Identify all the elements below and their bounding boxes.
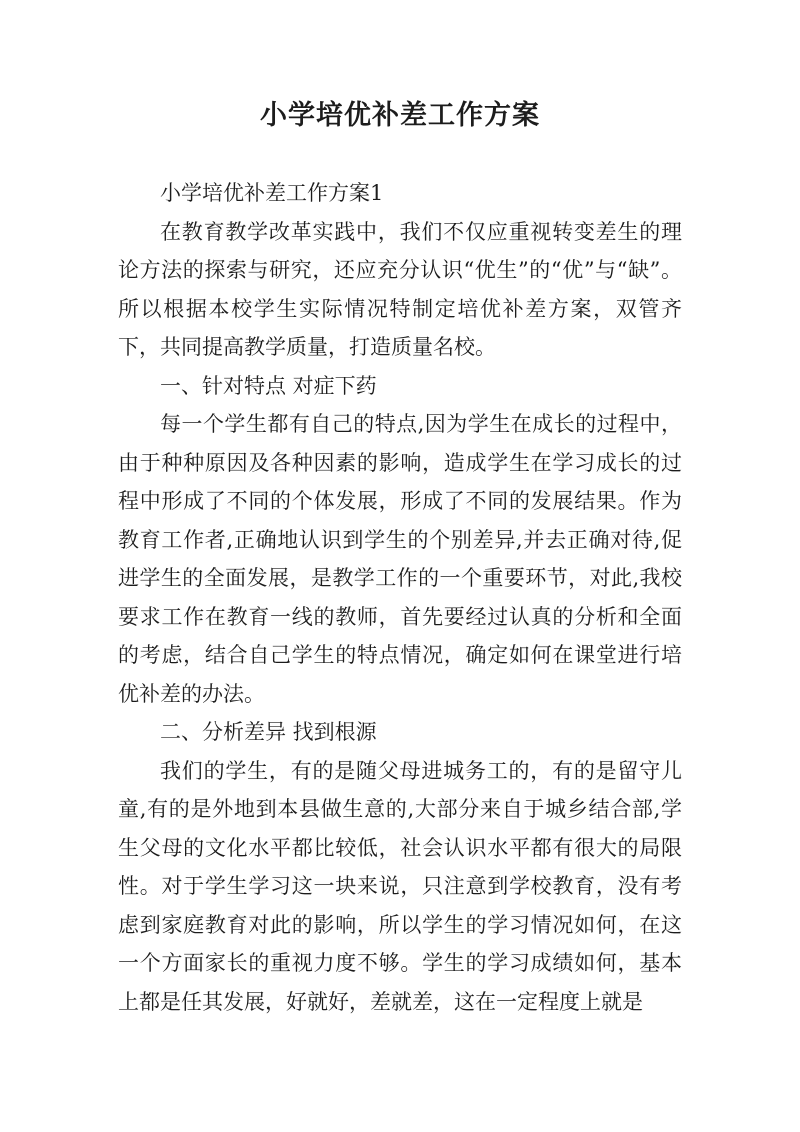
section-1-paragraph: 每一个学生都有自己的特点,因为学生在成长的过程中，由于种种原因及各种因素的影响，造成学生在学习成长的过程中形成了不同的个体发展，形成了不同的发展结果。作为教育工作者,正确地认识到学生的个别差异,并去正确对待,促进学生的全面发展，是教学工作的一个重要环节，对此,我校要求工作在教育一线的教师，首先要经过认真的分析和全面的考虑，结合自己学生的特点情况，确定如何在课堂进行培优补差的办法。	[118, 412, 682, 706]
document-body	[118, 174, 682, 1021]
section-heading-1: 一、针对特点 对症下药	[160, 373, 377, 398]
intro-paragraph: 在教育教学改革实践中，我们不仅应重视转变差生的理论方法的探索与研究，还应充分认识“优生”的“优”与“缺”。所以根据本校学生实际情况特制定培优补差方案，双管齐下，共同提高教学质量，打造质量名校。	[118, 219, 682, 359]
section-subtitle: 小学培优补差工作方案1	[160, 181, 384, 205]
section-heading-2: 二、分析差异 找到根源	[160, 720, 377, 744]
section-2-paragraph: 我们的学生，有的是随父母进城务工的，有的是留守儿童,有的是外地到本县做生意的,大部分来自于城乡结合部,学生父母的文化水平都比较低，社会认识水平都有很大的局限性。对于学生学习这一块来说，只注意到学校教育，没有考虑到家庭教育对此的影响，所以学生的学习情况如何，在这一个方面家长的重视力度不够。学生的学习成绩如何，基本上都是任其发展，好就好，差就差，这在一定程度上就是	[118, 758, 682, 1014]
document-title: 小学培优补差工作方案	[260, 100, 540, 131]
